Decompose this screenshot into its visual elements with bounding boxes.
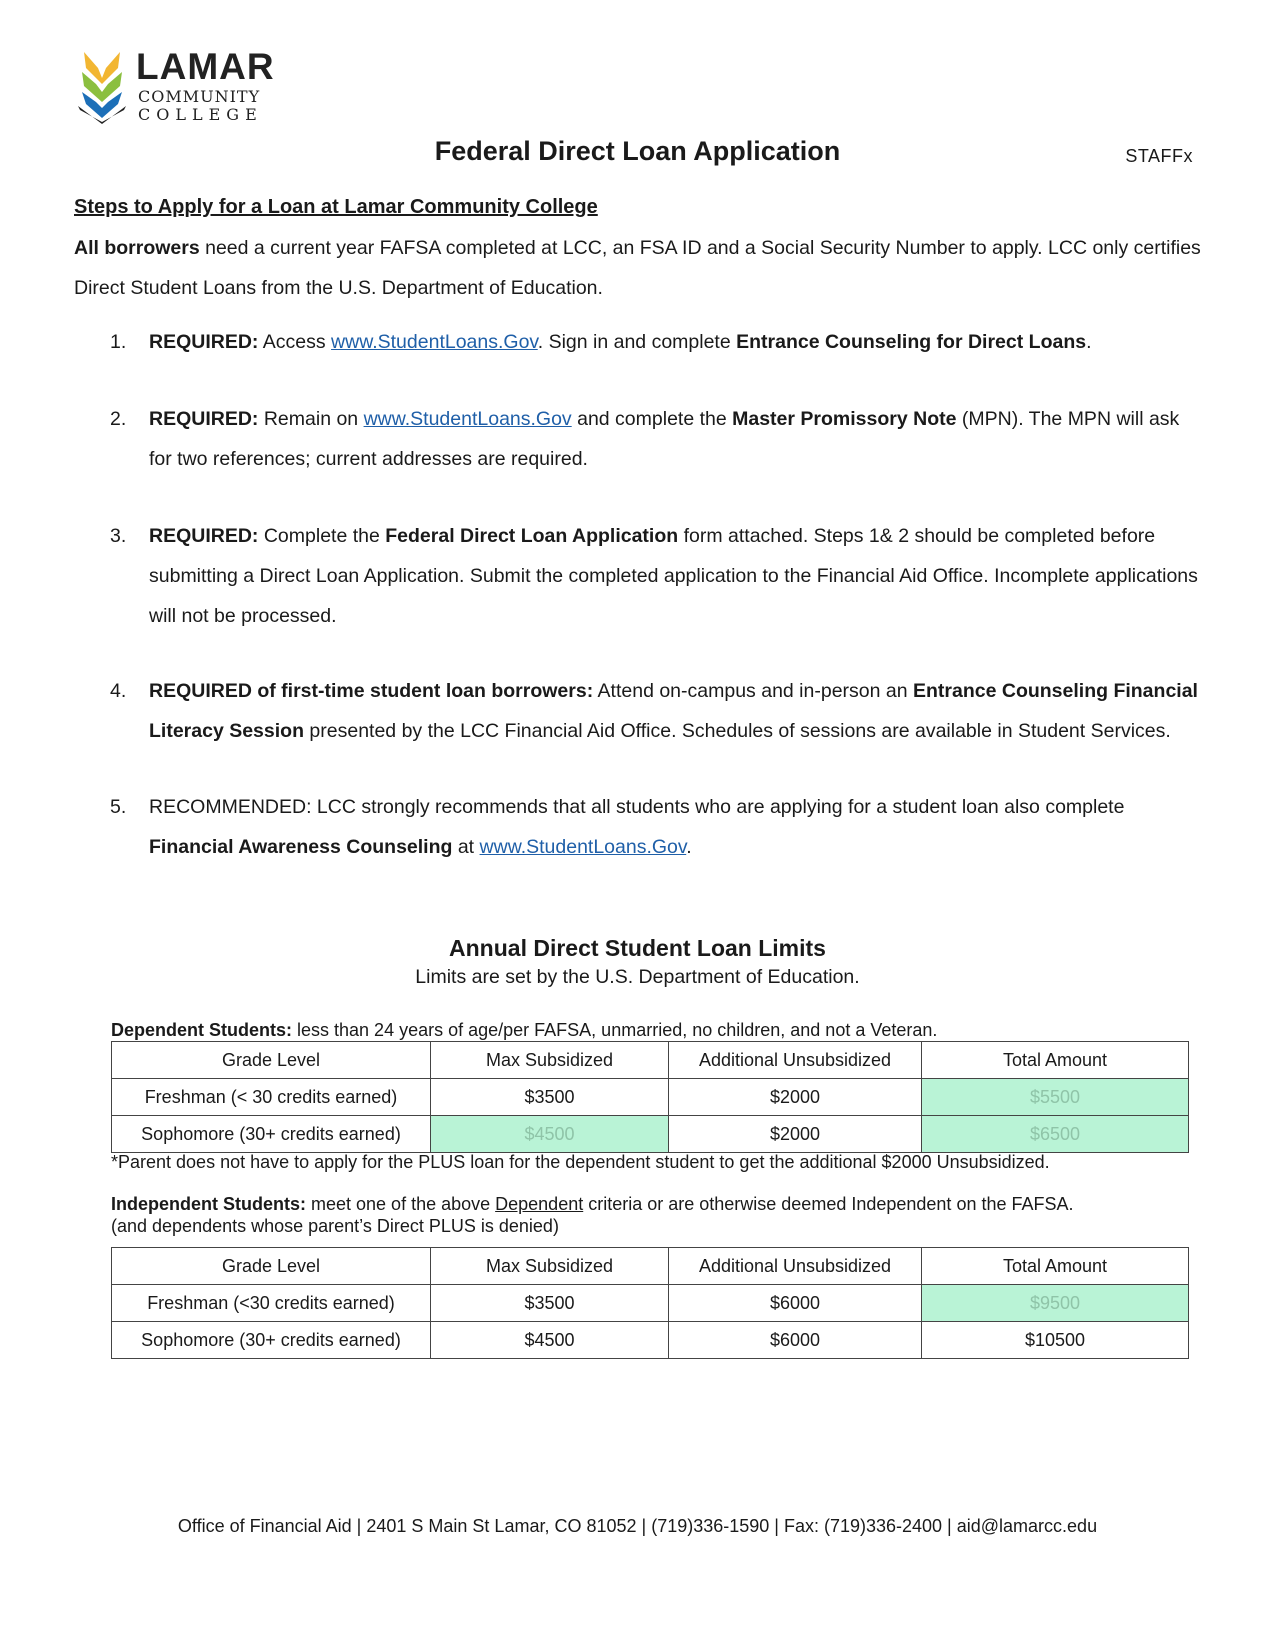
limits-subtitle: Limits are set by the U.S. Department of Education.: [415, 966, 860, 988]
step-text: Complete the: [258, 525, 386, 547]
step-5: [110, 787, 1200, 867]
step-text: at: [452, 836, 480, 858]
step-3: [110, 516, 1200, 636]
total-amount-cell: $5500: [922, 1079, 1189, 1116]
header-cell: Grade Level: [112, 1042, 431, 1079]
limits-title: Annual Direct Student Loan Limits: [449, 935, 826, 961]
step-text: Attend on-campus and in-person an: [593, 680, 913, 702]
step-text: and complete the: [571, 408, 733, 430]
step-bold-text: Entrance Counseling Financial Literacy Session: [149, 680, 1198, 742]
header-cell: Total Amount: [922, 1042, 1189, 1079]
table-header-row: [112, 1248, 1189, 1285]
table-row: [112, 1322, 1189, 1359]
step-required-label: REQUIRED of first-time student loan borrowers:: [149, 680, 594, 702]
step-bold-text: Financial Awareness Counseling: [149, 836, 453, 858]
independent-caption: [111, 1193, 1074, 1215]
step-text: Access: [258, 331, 332, 353]
total-amount-cell: $6500: [922, 1116, 1189, 1153]
step-1: [110, 322, 1200, 362]
additional-unsubsidized-cell: $2000: [669, 1079, 922, 1116]
table-row: [112, 1079, 1189, 1116]
total-amount-cell: $9500: [922, 1285, 1189, 1322]
logo-word-community: COMMUNITY: [138, 87, 261, 106]
step-bold-text: Entrance Counseling for Direct Loans: [736, 331, 1087, 353]
header-cell: Additional Unsubsidized: [669, 1042, 922, 1079]
step-text: Remain on: [258, 408, 364, 430]
independent-description: criteria or are otherwise deemed Independent on the FAFSA.: [583, 1194, 1074, 1214]
studentloans-link[interactable]: www.StudentLoans.Gov: [479, 836, 687, 858]
table-header-row: [112, 1042, 1189, 1079]
additional-unsubsidized-cell: $2000: [669, 1116, 922, 1153]
document-title: Federal Direct Loan Application: [434, 136, 841, 166]
independent-limits-table: [111, 1247, 1189, 1359]
max-subsidized-cell: $3500: [431, 1079, 669, 1116]
studentloans-link[interactable]: www.StudentLoans.Gov: [363, 408, 572, 430]
step-bold-text: Master Promissory Note: [732, 408, 957, 430]
header-cell: Additional Unsubsidized: [669, 1248, 922, 1285]
step-required-label: REQUIRED:: [149, 525, 259, 547]
intro-text: need a current year FAFSA completed at LCC, an FSA ID and a Social Security Number to apply. LCC only certifies Direct Student Loans from the U.S. Department of Education.: [74, 237, 1201, 299]
step-text: .: [686, 836, 692, 858]
form-code: STAFFx: [1125, 146, 1193, 166]
header-cell: Max Subsidized: [431, 1042, 669, 1079]
step-required-label: REQUIRED:: [149, 408, 259, 430]
step-text: form attached. Steps 1& 2 should be completed before submitting a Direct Loan Application. Submit the completed application to the Financial Aid Office. Incomplete applications will not be processed.: [149, 525, 1198, 627]
step-text: . Sign in and complete: [537, 331, 737, 353]
dependent-caption: [111, 1019, 937, 1041]
step-2: [110, 399, 1200, 479]
step-4: [110, 671, 1200, 751]
footer-contact: Office of Financial Aid | 2401 S Main St Lamar, CO 81052 | (719)336-1590 | Fax: (719)336-2400 | aid@lamarcc.edu: [177, 1516, 1098, 1536]
step-number: 4.: [110, 680, 127, 702]
independent-label: Independent Students:: [111, 1194, 306, 1214]
dependent-limits-table: [111, 1041, 1189, 1153]
step-number: 2.: [110, 408, 127, 430]
dependent-underlined: Dependent: [495, 1194, 584, 1214]
grade-level-cell: Freshman (<30 credits earned): [112, 1285, 431, 1322]
dependent-description: less than 24 years of age/per FAFSA, unmarried, no children, and not a Veteran.: [292, 1020, 938, 1040]
step-text: presented by the LCC Financial Aid Office. Schedules of sessions are available in Student Services.: [304, 720, 1171, 742]
additional-unsubsidized-cell: $6000: [669, 1285, 922, 1322]
max-subsidized-cell: $3500: [431, 1285, 669, 1322]
grade-level-cell: Sophomore (30+ credits earned): [112, 1322, 431, 1359]
logo-word-lamar: LAMAR: [136, 46, 275, 87]
grade-level-cell: Freshman (< 30 credits earned): [112, 1079, 431, 1116]
header-cell: Max Subsidized: [431, 1248, 669, 1285]
independent-description: meet one of the above: [306, 1194, 496, 1214]
leaf-logo-icon: [74, 48, 130, 124]
college-logo: [74, 48, 284, 124]
step-text: .: [1086, 331, 1092, 353]
step-text: (MPN). The MPN will ask for two references; current addresses are required.: [149, 408, 1180, 470]
table-row: [112, 1116, 1189, 1153]
table-row: [112, 1285, 1189, 1322]
step-required-label: REQUIRED:: [149, 331, 259, 353]
step-number: 5.: [110, 796, 127, 818]
step-text: RECOMMENDED: LCC strongly recommends that all students who are applying for a student loan also complete: [149, 796, 1125, 818]
max-subsidized-cell: $4500: [431, 1322, 669, 1359]
intro-paragraph: [74, 228, 1204, 308]
max-subsidized-cell: $4500: [431, 1116, 669, 1153]
step-bold-text: Federal Direct Loan Application: [385, 525, 679, 547]
steps-heading: Steps to Apply for a Loan at Lamar Community College: [74, 196, 598, 218]
logo-word-college: COLLEGE: [138, 105, 263, 124]
header-cell: Grade Level: [112, 1248, 431, 1285]
header-cell: Total Amount: [922, 1248, 1189, 1285]
dependent-label: Dependent Students:: [111, 1020, 293, 1040]
additional-unsubsidized-cell: $6000: [669, 1322, 922, 1359]
total-amount-cell: $10500: [922, 1322, 1189, 1359]
intro-bold: All borrowers: [74, 237, 200, 259]
step-number: 1.: [110, 331, 127, 353]
studentloans-link[interactable]: www.StudentLoans.Gov: [331, 331, 538, 353]
grade-level-cell: Sophomore (30+ credits earned): [112, 1116, 431, 1153]
independent-caption-line2: (and dependents whose parent’s Direct PLUS is denied): [111, 1216, 559, 1236]
dependent-note: *Parent does not have to apply for the PLUS loan for the dependent student to get the additional $2000 Unsubsidized.: [111, 1152, 1050, 1172]
step-number: 3.: [110, 525, 127, 547]
